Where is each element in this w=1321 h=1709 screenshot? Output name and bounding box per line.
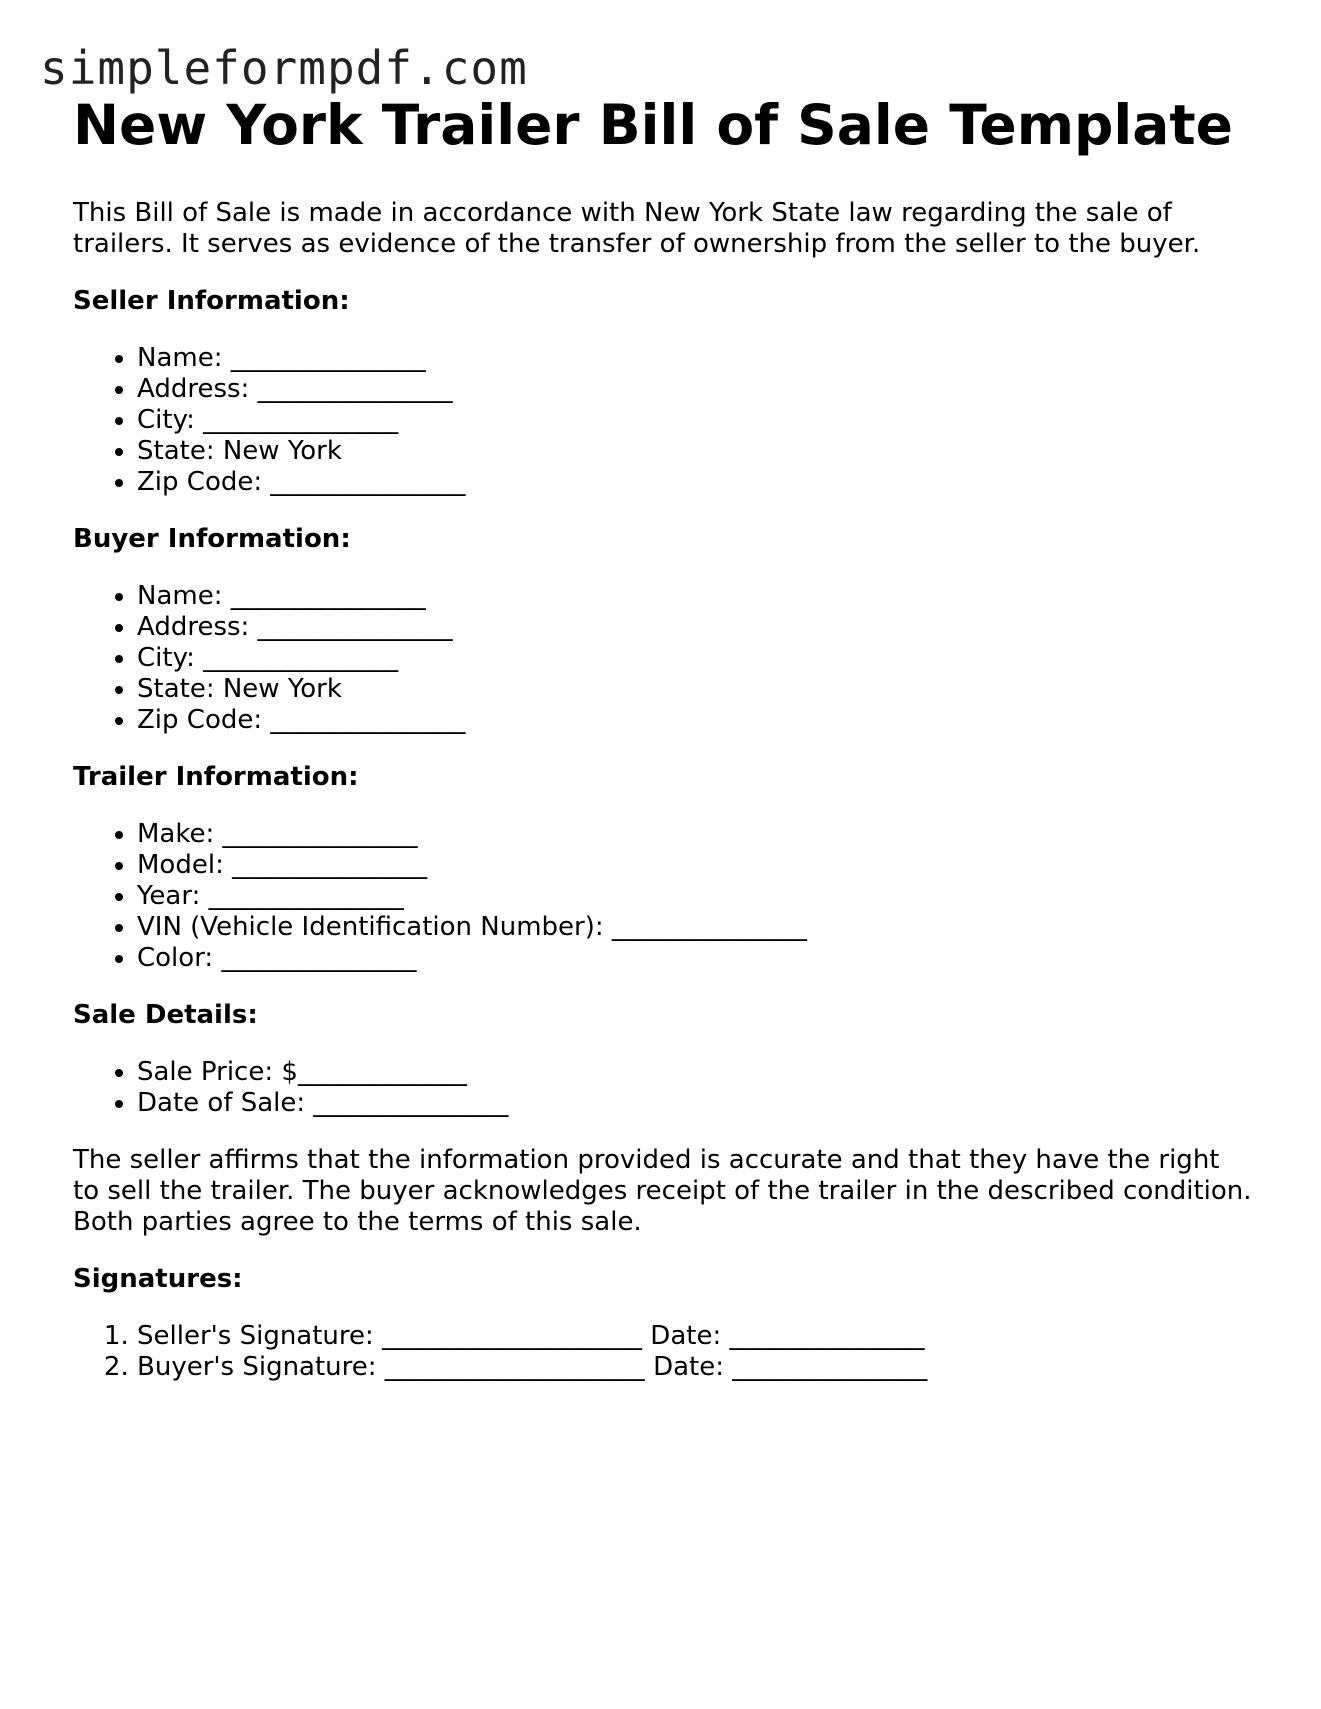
seller-heading: Seller Information: [73,286,350,316]
buyer-list [73,581,1253,736]
signatures-heading: Signatures: [73,1264,243,1294]
affirmation-paragraph: The seller affirms that the information provided is accurate and that they have the right to sell the trailer. The buyer acknowledges receipt of the trailer in the described condition. Both parties agree to the terms of this sale. [73,1145,1252,1237]
intro-paragraph: This Bill of Sale is made in accordance with New York State law regarding the sale of trailers. It serves as evidence of the transfer of ownership from the seller to the buyer. [73,198,1201,259]
buyer-zip-field: • Zip Code: _______________ [137,705,1253,736]
buyer-state-field: • State: New York [137,674,1253,705]
trailer-list [73,819,1253,974]
trailer-heading: Trailer Information: [73,762,359,792]
trailer-make-field: • Make: _______________ [137,819,1253,850]
seller-state-field: • State: New York [137,436,1253,467]
buyer-signature-line: 2. Buyer's Signature: ____________________ Date: _______________ [137,1352,1253,1383]
sale-price-field: • Sale Price: $_____________ [137,1057,1253,1088]
seller-zip-field: • Zip Code: _______________ [137,467,1253,498]
watermark: simpleformpdf.com [40,41,528,95]
seller-signature-line: 1. Seller's Signature: ____________________ Date: _______________ [137,1321,1253,1352]
buyer-address-field: • Address: _______________ [137,612,1253,643]
buyer-name-field: • Name: _______________ [137,581,1253,612]
sale-list [73,1057,1253,1119]
page-title: New York Trailer Bill of Sale Template [73,93,1233,157]
buyer-city-field: • City: _______________ [137,643,1253,674]
seller-list [73,343,1253,498]
seller-city-field: • City: _______________ [137,405,1253,436]
signatures-list [73,1321,1253,1383]
seller-address-field: • Address: _______________ [137,374,1253,405]
trailer-model-field: • Model: _______________ [137,850,1253,881]
seller-name-field: • Name: _______________ [137,343,1253,374]
trailer-year-field: • Year: _______________ [137,881,1253,912]
sale-date-field: • Date of Sale: _______________ [137,1088,1253,1119]
trailer-color-field: • Color: _______________ [137,943,1253,974]
document [73,92,1253,1383]
sale-heading: Sale Details: [73,1000,258,1030]
trailer-vin-field: • VIN (Vehicle Identification Number): _______________ [137,912,1253,943]
buyer-heading: Buyer Information: [73,524,351,554]
